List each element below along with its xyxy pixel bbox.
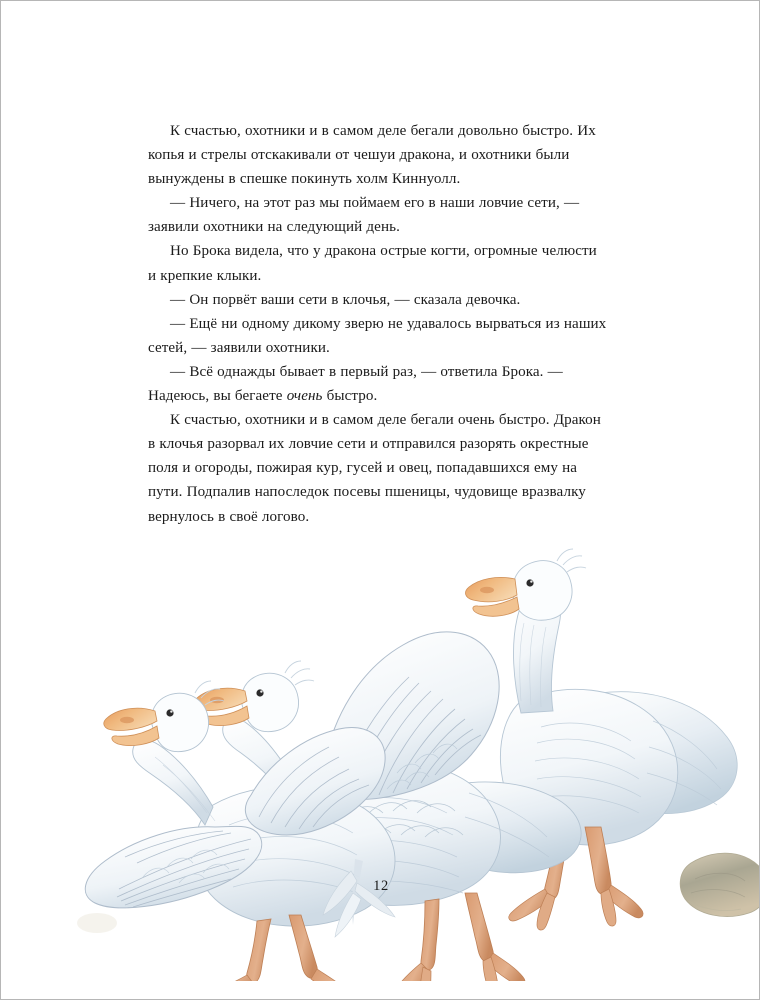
page-number: 12	[373, 878, 389, 894]
pebble	[77, 913, 117, 933]
paragraph-2: — Ничего, на этот раз мы поймаем его в наши ловчие сети, — заявили охотники на следующий день.	[148, 195, 580, 236]
goose-middle-legs	[394, 893, 525, 981]
paragraph-6-emphasis: очень	[286, 388, 323, 405]
geese-illustration	[1, 541, 760, 981]
paragraph-1: К счастью, охотники и в самом деле бегали довольно быстро. Их копья и стрелы отскакивали от чешуи дракона, и охотники были вынуждены в спешке покинуть холм Киннуолл.	[148, 123, 596, 188]
paragraph-4: — Он порвёт ваши сети в клочья, — сказала девочка.	[170, 291, 521, 308]
body-text-block	[148, 119, 608, 529]
paragraph-3: Но Брока видела, что у дракона острые когти, огромные челюсти и крепкие клыки.	[148, 243, 597, 284]
paragraph-6	[148, 360, 608, 408]
paragraph-7: К счастью, охотники и в самом деле бегали очень быстро. Дракон в клочья разорвал их ловчие сети и отправился разорять окрестные поля и огороды, пожирая кур, гусей и овец, попадавшихся ему на пути. Подпалив напоследок посевы пшеницы, чудовище вразвалку вернулось в своё логово.	[148, 412, 601, 525]
paragraph-6-lead: — Всё однажды бывает в первый раз, — ответила Брока. — Надеюсь, вы бегаете	[148, 363, 563, 405]
paragraph-5: — Ещё ни одному дикому зверю не удавалось вырваться из наших сетей, — заявили охотники.	[148, 315, 607, 356]
paragraph-6-tail: быстро.	[322, 388, 378, 405]
